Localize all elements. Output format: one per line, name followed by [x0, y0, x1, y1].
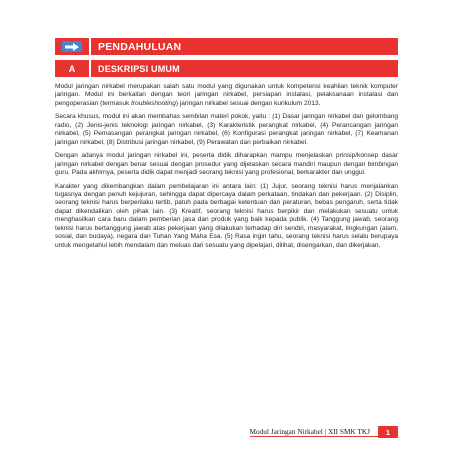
subsection-title: DESKRIPSI UMUM [98, 63, 180, 74]
paragraph-goal: Dengan adanya modul jaringan nirkabel ini, peserta didik diharapkan mampu menjelaskan prinsip/konsep dasar jaringan nirkabel dengan benar sesuai dengan prosedur yang dijelaskan secara mandiri maupun dengan bimbingan guru. Pada akhirnya, peserta didik dapat menjadi seorang teknisi yang profesional, berkarakter dan unggul. [55, 152, 398, 177]
right-arrow-icon [62, 41, 82, 52]
paragraph-intro: Modul jaringan nirkabel merupakan salah satu modul yang digunakan untuk kompetensi keahlian teknik komputer jaringan. Modul ini berkaitan dengan teori jaringan nirkabel, persiapan instalasi, pelaksanaan instalasi dan pengoperasian (termasuk troubleshooting) jaringan nirkabel sesuai dengan kurikulum 2013. [55, 83, 398, 107]
subsection-letter: A [55, 60, 91, 77]
section-title: PENDAHULUAN [98, 40, 182, 53]
subsection-header [55, 60, 398, 77]
body-text [55, 83, 398, 255]
page-footer [250, 426, 399, 438]
section-header [55, 38, 398, 55]
page-number: 1 [378, 426, 398, 438]
italic-term: troubleshooting [131, 99, 176, 107]
footer-text: Modul Jaringan Nirkabel | XII SMK TKJ [250, 427, 379, 437]
paragraph-topics: Secara khusus, modul ini akan membahas sembilan materi pokok, yaitu : (1) Dasar jaringan nirkabel dan gelombang radio, (2) Jenis-jenis teknologi jaringan nirkabel, (3) Karakteristik perangkat nirkabel, (4) Perancangan jaringan nirkabel, (5) Pemasangan perangkat jaringan nirkabel, (6) Konfigurasi perangkat jaringan nirkabel, (7) Keamanan jaringan nirkabel, (8) Distribusi jaringan nirkabel, (9) Perawatan dan perbaikan nirkabel. [55, 113, 398, 146]
paragraph-character: Karakter yang dikembangkan dalam pembelajaran ini antara lain: (1) Jujur, seorang teknisi harus menjalankan tugasnya dengan penuh kejujuran, sehingga dapat dipercaya dalam perkataan, tindakan dan pekerjaan. (2) Disiplin, seorang teknisi harus berperilaku tertib, patuh pada berbagai ketentuan dan peraturan, bebas pengaruh, serta tidak dapat dikendalikan oleh pihak lain. (3) Kreatif, seorang teknisi harus berpikir dan melakukan sesuatu untuk menghasilkan cara baru dalam pemberian jasa dan produk yang baik kepada publik. (4) Tanggung jawab, seorang teknisi harus bertanggung jawab atas pekerjaan yang dilakukan terhadap diri sendiri, masyarakat, lingkungan (alam, sosial, dan budaya), negara dan Tuhan Yang Maha Esa. (5) Rasa ingin tahu, seorang teknisi harus selalu berupaya untuk mengetahui lebih mendalam dan meluas dari sesuatu yang dipelajari, dilihat, disengarkan, dan dikerjakan. [55, 182, 398, 249]
section-icon-box [55, 38, 91, 55]
